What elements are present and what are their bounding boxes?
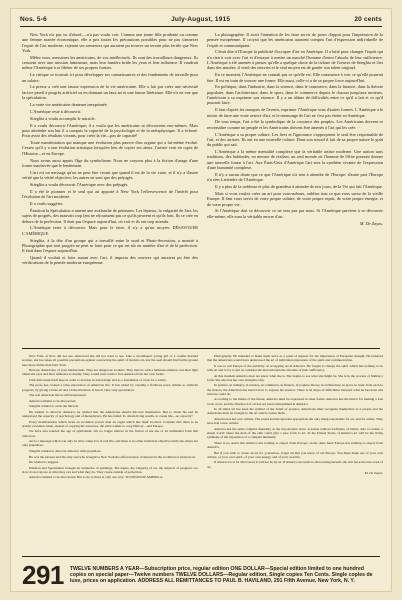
paragraph: The real American life is still inexpressed. (29, 393, 87, 398)
paragraph: America has the same complex mentality as the true modern artist. A nation without traditions, of habits, able to realize, a single world where the man of the elite could give a new form to art. In the United States of America art will be the living synthesis of the expression of a complex humanity. (207, 426, 383, 440)
paragraph: He wished to suggest. (29, 460, 59, 465)
paragraph: He wished to discover America; he wished that the Americans should discover themselves. But to attain his end he understood the capacity of psychology and of metaphysics. He has failed. To obtain living results, to create life—no capacity! (22, 409, 198, 419)
paragraph: De tous temps, l'art a été la symbolique de la croyance des peuples. Les Américains doivent se reconnaître comme un peuple et les Américains doivent être amenés à l'art qui les crée. (207, 119, 383, 130)
paragraph: We have also learned the age of symbolism. We no longer believe in the fiction of the use of an unfinished form that tomorrow. (22, 429, 198, 438)
paragraph: In politics, in industry, in science, in commerce, in finance, in popular theory, in architecture, in sport, in trade from each to the motors, the American has known how to express his essence. There is an abyss of difficulties between what he has done and what he could do. (207, 383, 383, 396)
subscription-footer (22, 560, 380, 590)
french-column-left (22, 32, 198, 342)
magazine-number: 291 (22, 560, 64, 590)
author-signature: M. De Zayas. (359, 221, 383, 227)
paragraph: Stieglitz wished to discover America with prejudices. (29, 449, 102, 454)
paragraph: En ce moment, l'Amérique ne connaît pas ce qu'elle est. Elle commence à voir ce qu'elle pourrait être. Il est en train de trouver une forme. Elle aussi, celle-ci a de sa propre force aujourd'hui. (207, 72, 383, 83)
footer-rule (22, 556, 380, 557)
paragraph: Emotion and Speculation brought an avalanche of paintings. The lepers, the vulgarity of art, the subjects of progress, too slow do not rejoice at what they can and what they do. They create outside of perfection. (22, 465, 198, 474)
page-header (20, 12, 382, 26)
paragraph: Mais si vous voulez créer un art pour vous-mêmes, oubliez tout ce que vous savez de la vieille Europe. Il faut vous servir de votre propre culture, de votre propre esprit, de votre propre énergie, et de votre propre vie. (207, 190, 383, 207)
paragraph: It was to tell Europe of the publicity of occupying art in America. He fought to change the spirit which has nothing to do with art and to try to put on a market the man between the absolute of their sufficiency. (207, 363, 383, 373)
paragraph: New York n'a pas vu d'abord,—n'a pas voulu voir. Comme une jeune fille prudente ou comme une femme mariée économique, elle a pris toutes les précautions possibles pour ne pas s'annexer l'esprit de l'art moderne, rejetant ses semences qui auraient pu trouver un terrain plus fertile que New York. (22, 32, 198, 53)
paragraph: Beware, Americans, of your intellectuals. They are dangerous workers. They burrow with a luminous mission, but their light blinds the eyes and their influence is deadly. They would even wish to free America from her own forms. (22, 368, 198, 377)
paragraph: Il y a plus de la noblesse et plus de grandeur à attendre de nos jours, de la Vie qui fait l'Amérique. (215, 184, 383, 190)
paragraph: Il a été le pionnier et le seul qui ait apporté à New York l'effervescence de l'intérêt pour l'évolution de l'art moderne. (22, 188, 198, 200)
paragraph: L'Amérique a sa propre culture. Les fiers et l'ignorance s'approprient le seul être responsable de l'art, et des artistes. Ils ont eu une nouvelle culture. Dans son travail il fait de sa propre nature le goût du public qui sait. (207, 131, 383, 148)
paragraph: Mêlez vous, messieurs les américains, de vos intellectuels. Ils sont des travailleurs dangereux. Ils creusent avec une mission lumineuse, mais leur lumière brûle les yeux et leur influence. Il voudrait même l'Amérique à se libérer de ses propres formes. (22, 54, 198, 71)
english-column-right (207, 354, 383, 550)
paragraph: La critique se trouvait ici pour développer ses connaissances et des fondements de travaille pour un salaire. (22, 72, 198, 83)
paragraph: In all times art has been the symbol of the belief of peoples. Americans must recognize themselves as a people and the Americans must be brought to the art which creates them. (207, 407, 383, 416)
paragraph: America remains to be discovered. (29, 398, 77, 403)
paragraph: La vraie vie américaine demeure inexprimée. (30, 101, 108, 107)
paragraph: America remains to be discovered. But to do so there is only one way: TO DISAVOW AMERICA. (29, 475, 164, 480)
english-column-left (22, 354, 198, 550)
paragraph: There is no doubt that America has nothing to expect from Europe; on the other hand Europe has nothing to expect from America. (207, 440, 383, 450)
french-column-right (207, 32, 383, 342)
paragraph: At this moment America does not know what she is. She begins to see what she might be. She is in the process of finding a form. She also has her own strength today. (207, 373, 383, 382)
paragraph: Art is a message which can only be alive when it is of real life, and there is no other truth than objective truth; the others are only prejudices. (22, 439, 198, 448)
paragraph: Nous avons aussi appris l'âge du symbolisme. Nous ne croyons plus à la fiction d'usage d'une forme inachevée que le lendemain. (22, 157, 198, 168)
paragraph: L'art est un message qu'on ne peut être vivant que quand il est de la vie vraie, et il n'y a d'autre vérité que la vérité objective; les autres ne sont que des préjugés. (22, 169, 198, 181)
paragraph: Photography. He intended to make them serve as a point of support for the impression of European thought. He believed that the Americans would have understood the art of individual expression of the spirit and communication. (207, 354, 383, 363)
paragraph: The press has created a false expression of American life. It has ended by creating a fictitious need, similar to artificial progress, by giving a false art and a false literature. It has in view only speculation. (22, 383, 198, 392)
paragraph: He was the pioneer and the only one who brought to New York the effervescence of interest in the evolution of modern art. (29, 454, 196, 459)
paragraph: According to the marks of the future, America must be expressed in other forms. America has the mirror for making a true work of art, and the falsehood of art has not been extinguished in America. (207, 397, 383, 406)
paragraph: Quand il voulait et faire autant avec l'art, il importa des oeuvres qui auraient pu être des vérifications de la pensée moderne européenne. (22, 255, 198, 266)
english-author-signature: M. De Zayas. (364, 470, 383, 475)
paragraph: If America is to be discovered it will not be by us. If America succeeds in discovering herself, she will have the true work of art. (207, 460, 383, 469)
paragraph: La photographie. Il avait l'intention de les faire servir de poser d'appui pour l'impression de la pensée européenne. Il croyait que les américains auraient compris l'art d'expression individuelle de l'esprit et communiquant. (207, 32, 383, 48)
translation-divider (22, 348, 380, 349)
paragraph: New York, at first, did not see. Afterward she did not want to see. Like a circumspect young girl or a careful married woman, she has taken all possible precautions against contracting the spirit of modern art, lest the seed should find fertile ground here more fertile than New York. (22, 354, 198, 367)
issue-number: Nos. 5-6 (20, 15, 47, 23)
paragraph: But if you wish to create an art for yourselves, forget all that you know of old Europe. You must make use of your own culture, of your own spirit, of your own energy, and of your own life. (207, 450, 383, 459)
paragraph: En politique, dans l'industrie, dans la science, dans le commerce, dans la finance, dans la théorie populaire, dans l'architecture, dans le sport, dans le commerce depuis le chacun jusqu'aux moteurs, l'américain a su exprimer son essence. Il y a un abîme de difficultés entre ce qu'il a fait et ce qu'il pourrait faire. (207, 84, 383, 106)
paragraph: Criticism found itself here in order to develop its knowledge and as a foundation of work for a salary. (29, 377, 167, 382)
subscription-terms: TWELVE NUMBERS A YEAR—Subscription price, regular edition ONE DOLLAR—Special edition limited to one hundred copies on special paper—Twelve numbers TWELVE DOLLARS—Regular edition, Single copies Ten Cents. Single copies de luxe, prices on application. ADDRESS ALL REMITTANCES TO PAUL B. HAVILAND, 291 Fifth Avenue, New York, N. Y. (69, 565, 373, 585)
magazine-page (10, 8, 392, 592)
paragraph: America has her own culture. The proud and the ignorant appropriate the only being responsible for art, and for artists. They have had a new culture. (207, 417, 383, 426)
paragraph: L'Amérique a la même mentalité complexe que la véritable artiste moderne. Une nation sans traditions, des habitudes, en mesure de réaliser, un seul monde où l'homme de l'élite pourrait donner une nouvelle forme à l'art. Aux États-Unis d'Amérique l'art sera la synthèse vivante de l'expression d'une humanité complexe. (207, 149, 383, 170)
issue-date: July-August, 1915 (171, 15, 231, 23)
paragraph: L'Amérique reste à découvrir. Mais pour le faire, il n'y a qu'un moyen: DÉSAVOUER L'AMÉRIQUE. (22, 225, 198, 236)
paragraph: L'Amérique reste à découvrir. (30, 108, 82, 114)
issue-price: 20 cents (354, 15, 382, 23)
paragraph: Il faut d'après les marques de l'avenir, exprimer l'Amérique sous d'autres formes. L'Amérique a le miroir de faire une vraie oeuvre d'art, et le mensonge de l'art ne s'est pas éteint en Amérique. (207, 107, 383, 118)
paragraph: Stieglitz a voulu découvrir l'Amérique avec des préjugés. (30, 181, 129, 187)
paragraph: Toute manifestation qui manque une évolution plus pauvre d'un organe qui a lui-même évolué. Cessez qu'il y a une évolution artistique lorsqu'en lieu de copier ses aïeux, l'artiste veut en copie de l'Histoire—et en Europe. (22, 140, 198, 156)
paragraph: Il a voulu découvrir l'Amérique; il a voulu que les américains se découvrent eux-mêmes. Mais pour atteindre son but il a compris la capacité de la psychologie et de la métaphysique. Il a échoué. Pour avoir des résultats vivants, pour créer la vie—pas de capacité! (22, 122, 198, 139)
paragraph: Il n'y a aucun doute que ce que l'Amérique n'a rien à attendre de l'Europe: d'autre part l'Europe n'a rien à attendre de l'Amérique. (207, 171, 383, 183)
paragraph: Stieglitz, à la tête d'un groupe qui a travaillé entre le nord et Photo-Secession, a montré à Photographie que tout progrès ne peut se faire pour ce qui est sûr en matière d'art et de la perfection. Il était dans l'espace aujourd'hui. (22, 237, 198, 254)
paragraph: La presse a créé une fausse expression de la vie américaine. Elle a fait par créer une nécessité factice pareil à progrès artificiel ou en donnant un faux art et une fausse littérature. Elle n'a en vue que la spéculation. (22, 84, 198, 101)
paragraph: Stieglitz wished to work the miracle. (29, 404, 79, 409)
paragraph: Stieglitz a voulu accomplir le miracle. (30, 115, 96, 121)
paragraph: Every manifestation which lacks an evolution poorer than an organ which has itself evolved. Consider that there is an artistic evolution when, instead of copying his ancestors, the artist wishes to copy History—and Europe. (22, 419, 198, 428)
paragraph: C'était dire à l'Europe la publicité d'occuper d'art en Amérique. Il a lutté pour changer l'esprit qui n'a rien à voir avec l'art et d'essayer à mettre un marché l'homme d'entre l'absolu de leur sufficience. L'Amérique a été amenée à penser qu'elle a quelque chose de la culture de l'oeuvre de Stieglitz et l'art dans des musées, il vend des oeuvres et le seul moyen est de garder son talent originel. (207, 49, 383, 71)
paragraph: Émotion la Spéculation a amené une avalanche de peintures. Les lépreux, la vulgarité de l'art, les sujets de progrès, des mauvais trop lent ne réjouissent pas ce qu'ils peuvent et qu'ils font. Ils se crée en dehors de la perfection. Il était pas l'espace aujourd'hui, où voit et ils ont trop attendu. (22, 207, 198, 224)
header-rule (20, 26, 382, 27)
paragraph: Il a voulu suggérer. (30, 201, 64, 207)
paragraph: Si l'Amérique doit se découvrir ce ne sera pas par nous. Si l'Amérique parvient à se découvrir elle-même, elle aura la véritable œuvre d'art. (207, 208, 383, 219)
